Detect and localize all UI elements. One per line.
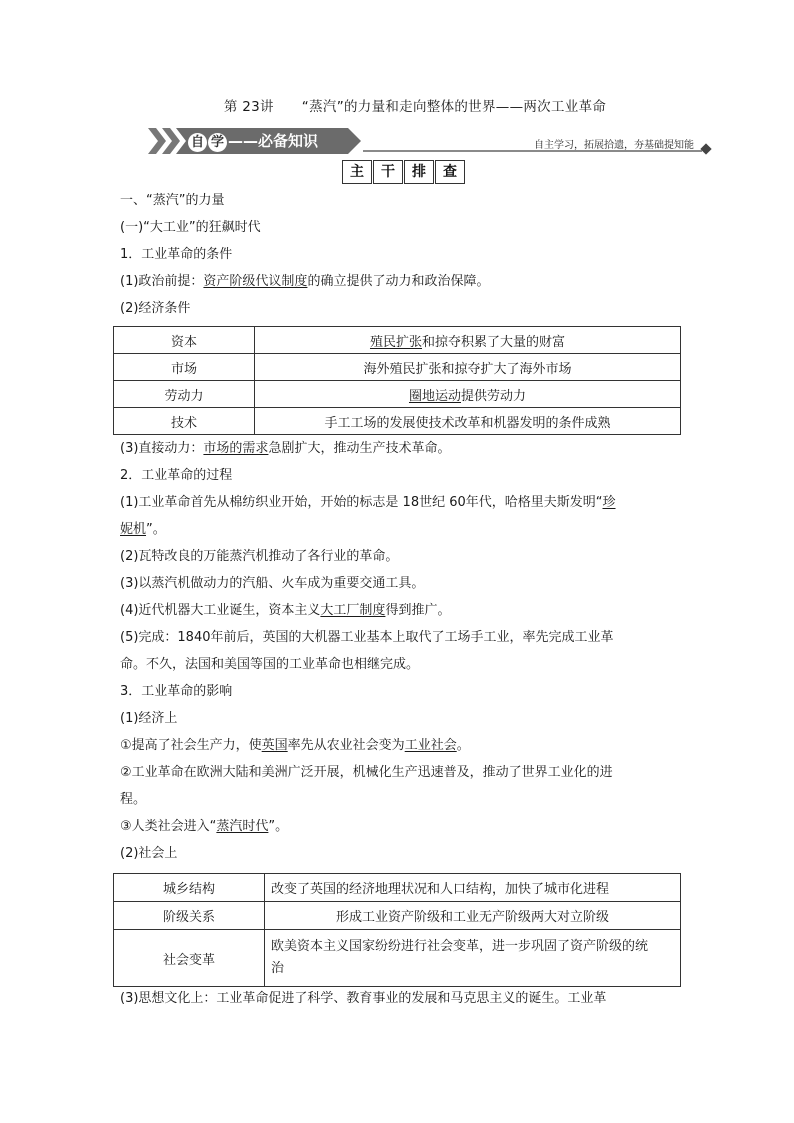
paragraph-society: (2)社会上 <box>120 846 178 861</box>
paragraph-political: (1)政治前提：资产阶级代议制度的确立提供了动力和政治保障。 <box>120 274 490 289</box>
paragraph-process-5: (5)完成：1840年前后，英国的大机器工业基本上取代了工场手工业，率先完成工业革 <box>120 630 614 645</box>
paragraph-process-2: (2)瓦特改良的万能蒸汽机推动了各行业的革命。 <box>120 549 399 564</box>
table-key: 资本 <box>114 327 255 354</box>
underlined-term: 市场的需求 <box>203 441 269 456</box>
paragraph-process-4: (4)近代机器大工业诞生，资本主义大工厂制度得到推广。 <box>120 603 451 618</box>
table-value: 手工工场的发展使技术改革和机器发明的条件成熟 <box>255 408 681 435</box>
table-key: 城乡结构 <box>114 874 265 902</box>
table-row <box>114 874 681 902</box>
table-key: 阶级关系 <box>114 902 265 930</box>
paragraph-economy-1: ①提高了社会生产力，使英国率先从农业社会变为工业社会。 <box>120 738 470 753</box>
table-value: 海外殖民扩张和掠夺扩大了海外市场 <box>255 354 681 381</box>
heading-3-process: 2．工业革命的过程 <box>120 468 233 483</box>
paragraph-process-1-cont: 妮机”。 <box>120 522 166 537</box>
table-value: 殖民扩张和掠夺积累了大量的财富 <box>255 327 681 354</box>
economic-conditions-table <box>113 326 681 435</box>
table-key: 市场 <box>114 354 255 381</box>
table-row <box>114 354 681 381</box>
banner-char-2: 学 <box>208 133 227 152</box>
table-row <box>114 930 681 987</box>
heading-3-impact: 3．工业革命的影响 <box>120 684 233 699</box>
paragraph-economic: (2)经济条件 <box>120 301 191 316</box>
paragraph-process-3: (3)以蒸汽机做动力的汽船、火车成为重要交通工具。 <box>120 576 425 591</box>
paragraph-economy-3: ③人类社会进入“蒸汽时代”。 <box>120 819 289 834</box>
lecture-number: 第 23讲 <box>223 99 274 115</box>
table-row <box>114 902 681 930</box>
diamond-icon <box>700 143 711 154</box>
heading-3-conditions: 1．工业革命的条件 <box>120 247 233 262</box>
badge-char-1: 主 <box>342 160 372 184</box>
banner-label <box>188 131 318 151</box>
paragraph-process-1: (1)工业革命首先从棉纺织业开始，开始的标志是 18世纪 60年代，哈格里夫斯发明“珍 <box>120 495 616 510</box>
table-key: 技术 <box>114 408 255 435</box>
table-key: 劳动力 <box>114 381 255 408</box>
table-key: 社会变革 <box>114 930 265 987</box>
heading-2: (一)“大工业”的狂飙时代 <box>120 220 261 235</box>
table-value: 形成工业资产阶级和工业无产阶级两大对立阶级 <box>265 902 681 930</box>
page-title <box>0 95 794 115</box>
badge-char-3: 排 <box>404 160 434 184</box>
table-value: 圈地运动提供劳动力 <box>255 381 681 408</box>
banner-dash: —— <box>228 132 258 150</box>
table-value: 欧美资本主义国家纷纷进行社会变革，进一步巩固了资产阶级的统 治 <box>265 930 681 987</box>
banner-char-1: 自 <box>188 133 207 152</box>
section-banner <box>148 128 710 156</box>
social-impact-table <box>113 873 681 987</box>
section-badge <box>342 160 466 182</box>
paragraph-economy: (1)经济上 <box>120 711 178 726</box>
table-value: 改变了英国的经济地理状况和人口结构，加快了城市化进程 <box>265 874 681 902</box>
paragraph-economy-2: ②工业革命在欧洲大陆和美洲广泛开展，机械化生产迅速普及，推动了世界工业化的进 <box>120 765 613 780</box>
paragraph-economy-2-cont: 程。 <box>120 792 147 807</box>
underlined-term: 大工厂制度 <box>320 603 386 618</box>
table-row <box>114 381 681 408</box>
table-row <box>114 327 681 354</box>
heading-1: 一、“蒸汽”的力量 <box>120 193 225 208</box>
badge-char-4: 查 <box>435 160 465 184</box>
underlined-term: 资产阶级代议制度 <box>203 274 308 289</box>
table-row <box>114 408 681 435</box>
lecture-topic: “蒸汽”的力量和走向整体的世界——两次工业革命 <box>301 99 607 115</box>
paragraph-process-5-cont: 命。不久，法国和美国等国的工业革命也相继完成。 <box>120 657 420 672</box>
banner-title: 必备知识 <box>258 132 319 150</box>
badge-char-2: 干 <box>373 160 403 184</box>
banner-subtitle: 自主学习，拓展拾遗，夯基础提知能 <box>534 140 694 151</box>
paragraph-direct-force: (3)直接动力：市场的需求急剧扩大，推动生产技术革命。 <box>120 441 451 456</box>
paragraph-culture: (3)思想文化上：工业革命促进了科学、教育事业的发展和马克思主义的诞生。工业革 <box>120 991 607 1006</box>
